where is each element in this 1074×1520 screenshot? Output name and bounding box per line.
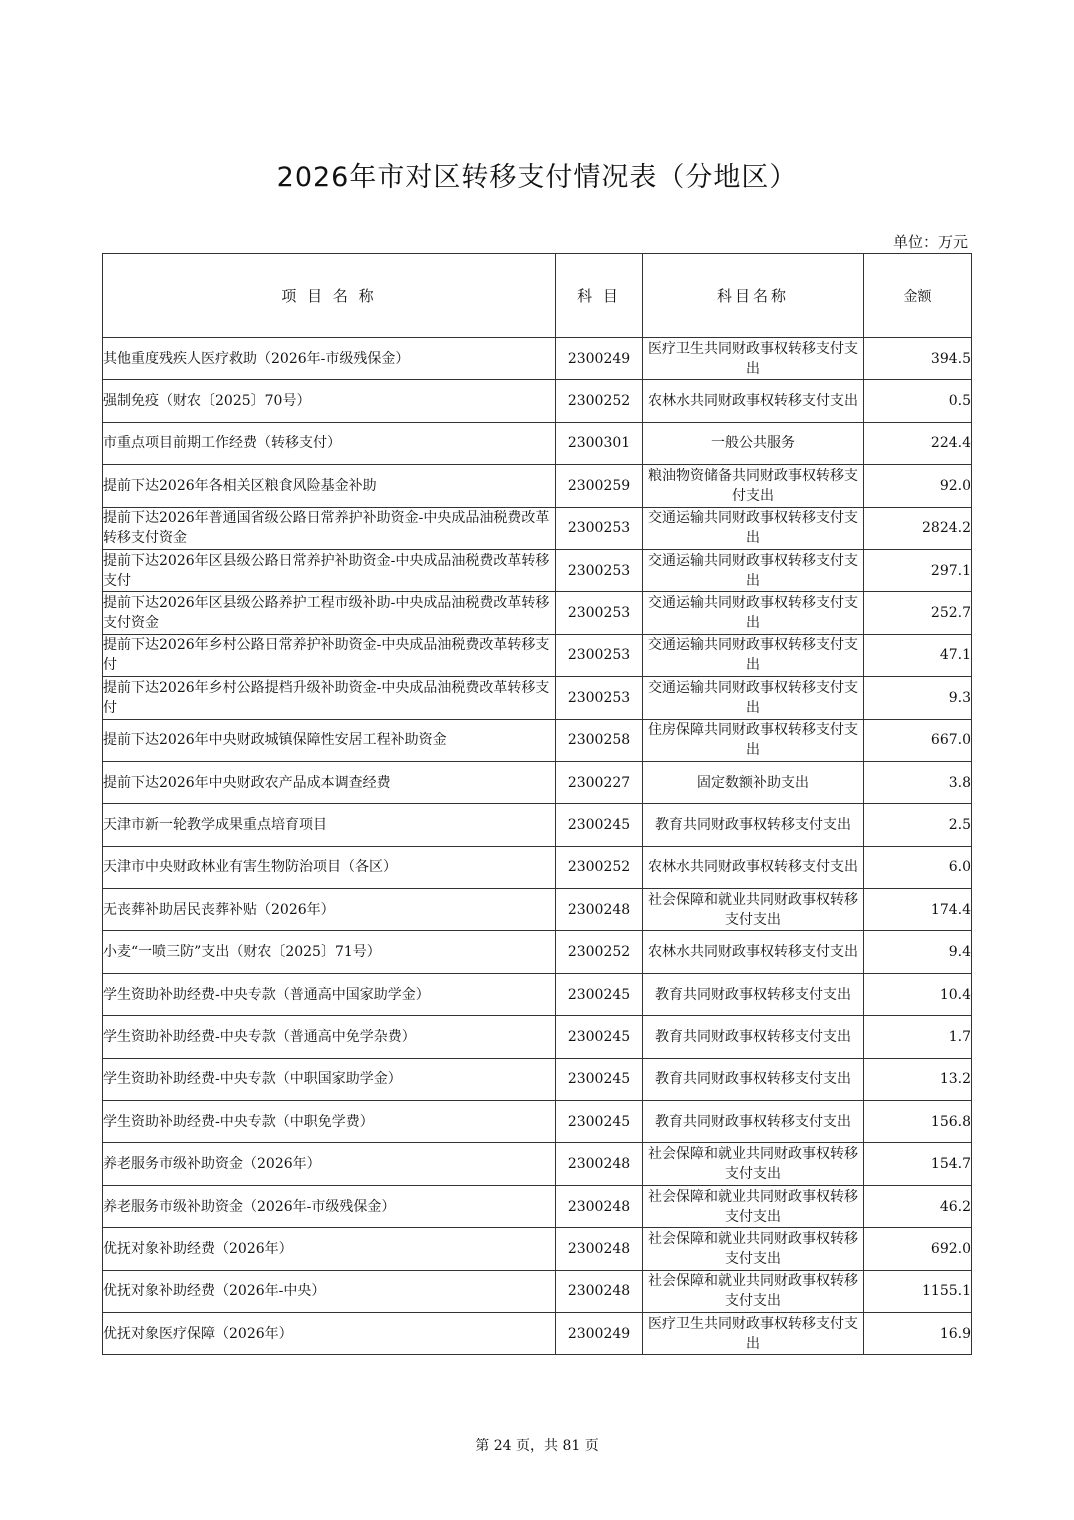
table-row [103,338,972,380]
cell-subject-name: 住房保障共同财政事权转移支付支出 [643,719,864,761]
table-body [103,338,972,1355]
cell-subject-name: 教育共同财政事权转移支付支出 [643,1058,864,1100]
cell-subject-code: 2300248 [556,1185,643,1227]
table-row [103,973,972,1015]
cell-subject-code: 2300245 [556,973,643,1015]
table-row [103,1312,972,1354]
cell-subject-code: 2300252 [556,380,643,422]
cell-amount: 6.0 [864,846,972,888]
cell-subject-code: 2300301 [556,422,643,464]
cell-project-name: 学生资助补助经费-中央专款（普通高中国家助学金） [103,973,556,1015]
cell-subject-name: 交通运输共同财政事权转移支付支出 [643,507,864,549]
page-title: 2026年市对区转移支付情况表（分地区） [276,162,798,193]
cell-subject-name: 教育共同财政事权转移支付支出 [643,804,864,846]
table-row [103,719,972,761]
cell-project-name: 市重点项目前期工作经费（转移支付） [103,422,556,464]
cell-subject-name: 社会保障和就业共同财政事权转移支付支出 [643,1185,864,1227]
cell-subject-name: 交通运输共同财政事权转移支付支出 [643,634,864,676]
cell-subject-code: 2300259 [556,465,643,507]
cell-subject-code: 2300258 [556,719,643,761]
cell-amount: 224.4 [864,422,972,464]
cell-project-name: 提前下达2026年区县级公路养护工程市级补助-中央成品油税费改革转移支付资金 [103,592,556,634]
cell-project-name: 提前下达2026年普通国省级公路日常养护补助资金-中央成品油税费改革转移支付资金 [103,507,556,549]
table-row [103,804,972,846]
table-row [103,422,972,464]
cell-project-name: 优抚对象补助经费（2026年） [103,1228,556,1270]
table-row [103,1270,972,1312]
cell-subject-name: 教育共同财政事权转移支付支出 [643,973,864,1015]
table-header-row [103,254,972,338]
cell-subject-code: 2300248 [556,889,643,931]
cell-amount: 1.7 [864,1016,972,1058]
cell-project-name: 提前下达2026年乡村公路提档升级补助资金-中央成品油税费改革转移支付 [103,677,556,719]
table-row [103,1058,972,1100]
table-row [103,465,972,507]
cell-subject-name: 一般公共服务 [643,422,864,464]
cell-subject-name: 农林水共同财政事权转移支付支出 [643,931,864,973]
table-row [103,549,972,591]
cell-subject-code: 2300253 [556,592,643,634]
cell-subject-name: 社会保障和就业共同财政事权转移支付支出 [643,1228,864,1270]
cell-project-name: 提前下达2026年中央财政城镇保障性安居工程补助资金 [103,719,556,761]
table-row [103,931,972,973]
table-row [103,592,972,634]
cell-project-name: 学生资助补助经费-中央专款（普通高中免学杂费） [103,1016,556,1058]
cell-subject-code: 2300252 [556,846,643,888]
cell-subject-code: 2300253 [556,549,643,591]
cell-amount: 156.8 [864,1101,972,1143]
cell-subject-name: 医疗卫生共同财政事权转移支付支出 [643,1312,864,1354]
table-row [103,507,972,549]
cell-amount: 2824.2 [864,507,972,549]
cell-subject-name: 农林水共同财政事权转移支付支出 [643,380,864,422]
cell-amount: 46.2 [864,1185,972,1227]
cell-project-name: 强制免疫（财农〔2025〕70号） [103,380,556,422]
cell-amount: 9.3 [864,677,972,719]
cell-amount: 252.7 [864,592,972,634]
cell-subject-code: 2300245 [556,1016,643,1058]
table-row [103,1143,972,1185]
table-row [103,634,972,676]
cell-subject-name: 粮油物资储备共同财政事权转移支付支出 [643,465,864,507]
cell-project-name: 提前下达2026年各相关区粮食风险基金补助 [103,465,556,507]
cell-subject-code: 2300227 [556,761,643,803]
table-row [103,761,972,803]
cell-project-name: 提前下达2026年乡村公路日常养护补助资金-中央成品油税费改革转移支付 [103,634,556,676]
cell-project-name: 无丧葬补助居民丧葬补贴（2026年） [103,889,556,931]
cell-subject-code: 2300253 [556,677,643,719]
table-row [103,889,972,931]
cell-project-name: 提前下达2026年区县级公路日常养护补助资金-中央成品油税费改革转移支付 [103,549,556,591]
table-row [103,846,972,888]
cell-amount: 0.5 [864,380,972,422]
cell-amount: 2.5 [864,804,972,846]
cell-project-name: 小麦“一喷三防”支出（财农〔2025〕71号） [103,931,556,973]
cell-subject-code: 2300249 [556,1312,643,1354]
transfer-payment-table [102,253,972,1355]
cell-amount: 13.2 [864,1058,972,1100]
header-project-name: 项 目 名 称 [103,254,556,338]
cell-amount: 9.4 [864,931,972,973]
cell-subject-name: 社会保障和就业共同财政事权转移支付支出 [643,889,864,931]
page-footer: 第 24 页，共 81 页 [475,1438,599,1454]
cell-subject-code: 2300248 [556,1270,643,1312]
unit-label: 单位：万元 [892,233,968,251]
cell-subject-name: 农林水共同财政事权转移支付支出 [643,846,864,888]
cell-subject-code: 2300253 [556,507,643,549]
cell-amount: 394.5 [864,338,972,380]
cell-subject-code: 2300245 [556,804,643,846]
cell-subject-code: 2300248 [556,1143,643,1185]
cell-project-name: 优抚对象补助经费（2026年-中央） [103,1270,556,1312]
cell-subject-code: 2300253 [556,634,643,676]
cell-subject-code: 2300248 [556,1228,643,1270]
cell-subject-name: 固定数额补助支出 [643,761,864,803]
cell-subject-code: 2300249 [556,338,643,380]
table-row [103,1228,972,1270]
cell-subject-name: 教育共同财政事权转移支付支出 [643,1101,864,1143]
table-row [103,1101,972,1143]
header-subject-code: 科 目 [556,254,643,338]
table-row [103,380,972,422]
cell-project-name: 其他重度残疾人医疗救助（2026年-市级残保金） [103,338,556,380]
cell-subject-name: 教育共同财政事权转移支付支出 [643,1016,864,1058]
cell-subject-name: 社会保障和就业共同财政事权转移支付支出 [643,1270,864,1312]
cell-project-name: 养老服务市级补助资金（2026年-市级残保金） [103,1185,556,1227]
cell-amount: 174.4 [864,889,972,931]
cell-project-name: 学生资助补助经费-中央专款（中职国家助学金） [103,1058,556,1100]
header-amount: 金额 [864,254,972,338]
cell-project-name: 天津市新一轮教学成果重点培育项目 [103,804,556,846]
cell-amount: 3.8 [864,761,972,803]
cell-amount: 1155.1 [864,1270,972,1312]
cell-subject-code: 2300252 [556,931,643,973]
cell-subject-code: 2300245 [556,1101,643,1143]
cell-amount: 16.9 [864,1312,972,1354]
cell-subject-name: 交通运输共同财政事权转移支付支出 [643,592,864,634]
cell-amount: 47.1 [864,634,972,676]
cell-subject-name: 医疗卫生共同财政事权转移支付支出 [643,338,864,380]
cell-project-name: 天津市中央财政林业有害生物防治项目（各区） [103,846,556,888]
cell-subject-code: 2300245 [556,1058,643,1100]
cell-subject-name: 交通运输共同财政事权转移支付支出 [643,677,864,719]
header-subject-name: 科目名称 [643,254,864,338]
cell-project-name: 学生资助补助经费-中央专款（中职免学费） [103,1101,556,1143]
cell-subject-name: 交通运输共同财政事权转移支付支出 [643,549,864,591]
cell-project-name: 养老服务市级补助资金（2026年） [103,1143,556,1185]
cell-subject-name: 社会保障和就业共同财政事权转移支付支出 [643,1143,864,1185]
table-row [103,1016,972,1058]
cell-amount: 10.4 [864,973,972,1015]
cell-project-name: 优抚对象医疗保障（2026年） [103,1312,556,1354]
table-row [103,677,972,719]
cell-amount: 297.1 [864,549,972,591]
cell-project-name: 提前下达2026年中央财政农产品成本调查经费 [103,761,556,803]
cell-amount: 692.0 [864,1228,972,1270]
cell-amount: 92.0 [864,465,972,507]
table-row [103,1185,972,1227]
cell-amount: 154.7 [864,1143,972,1185]
cell-amount: 667.0 [864,719,972,761]
